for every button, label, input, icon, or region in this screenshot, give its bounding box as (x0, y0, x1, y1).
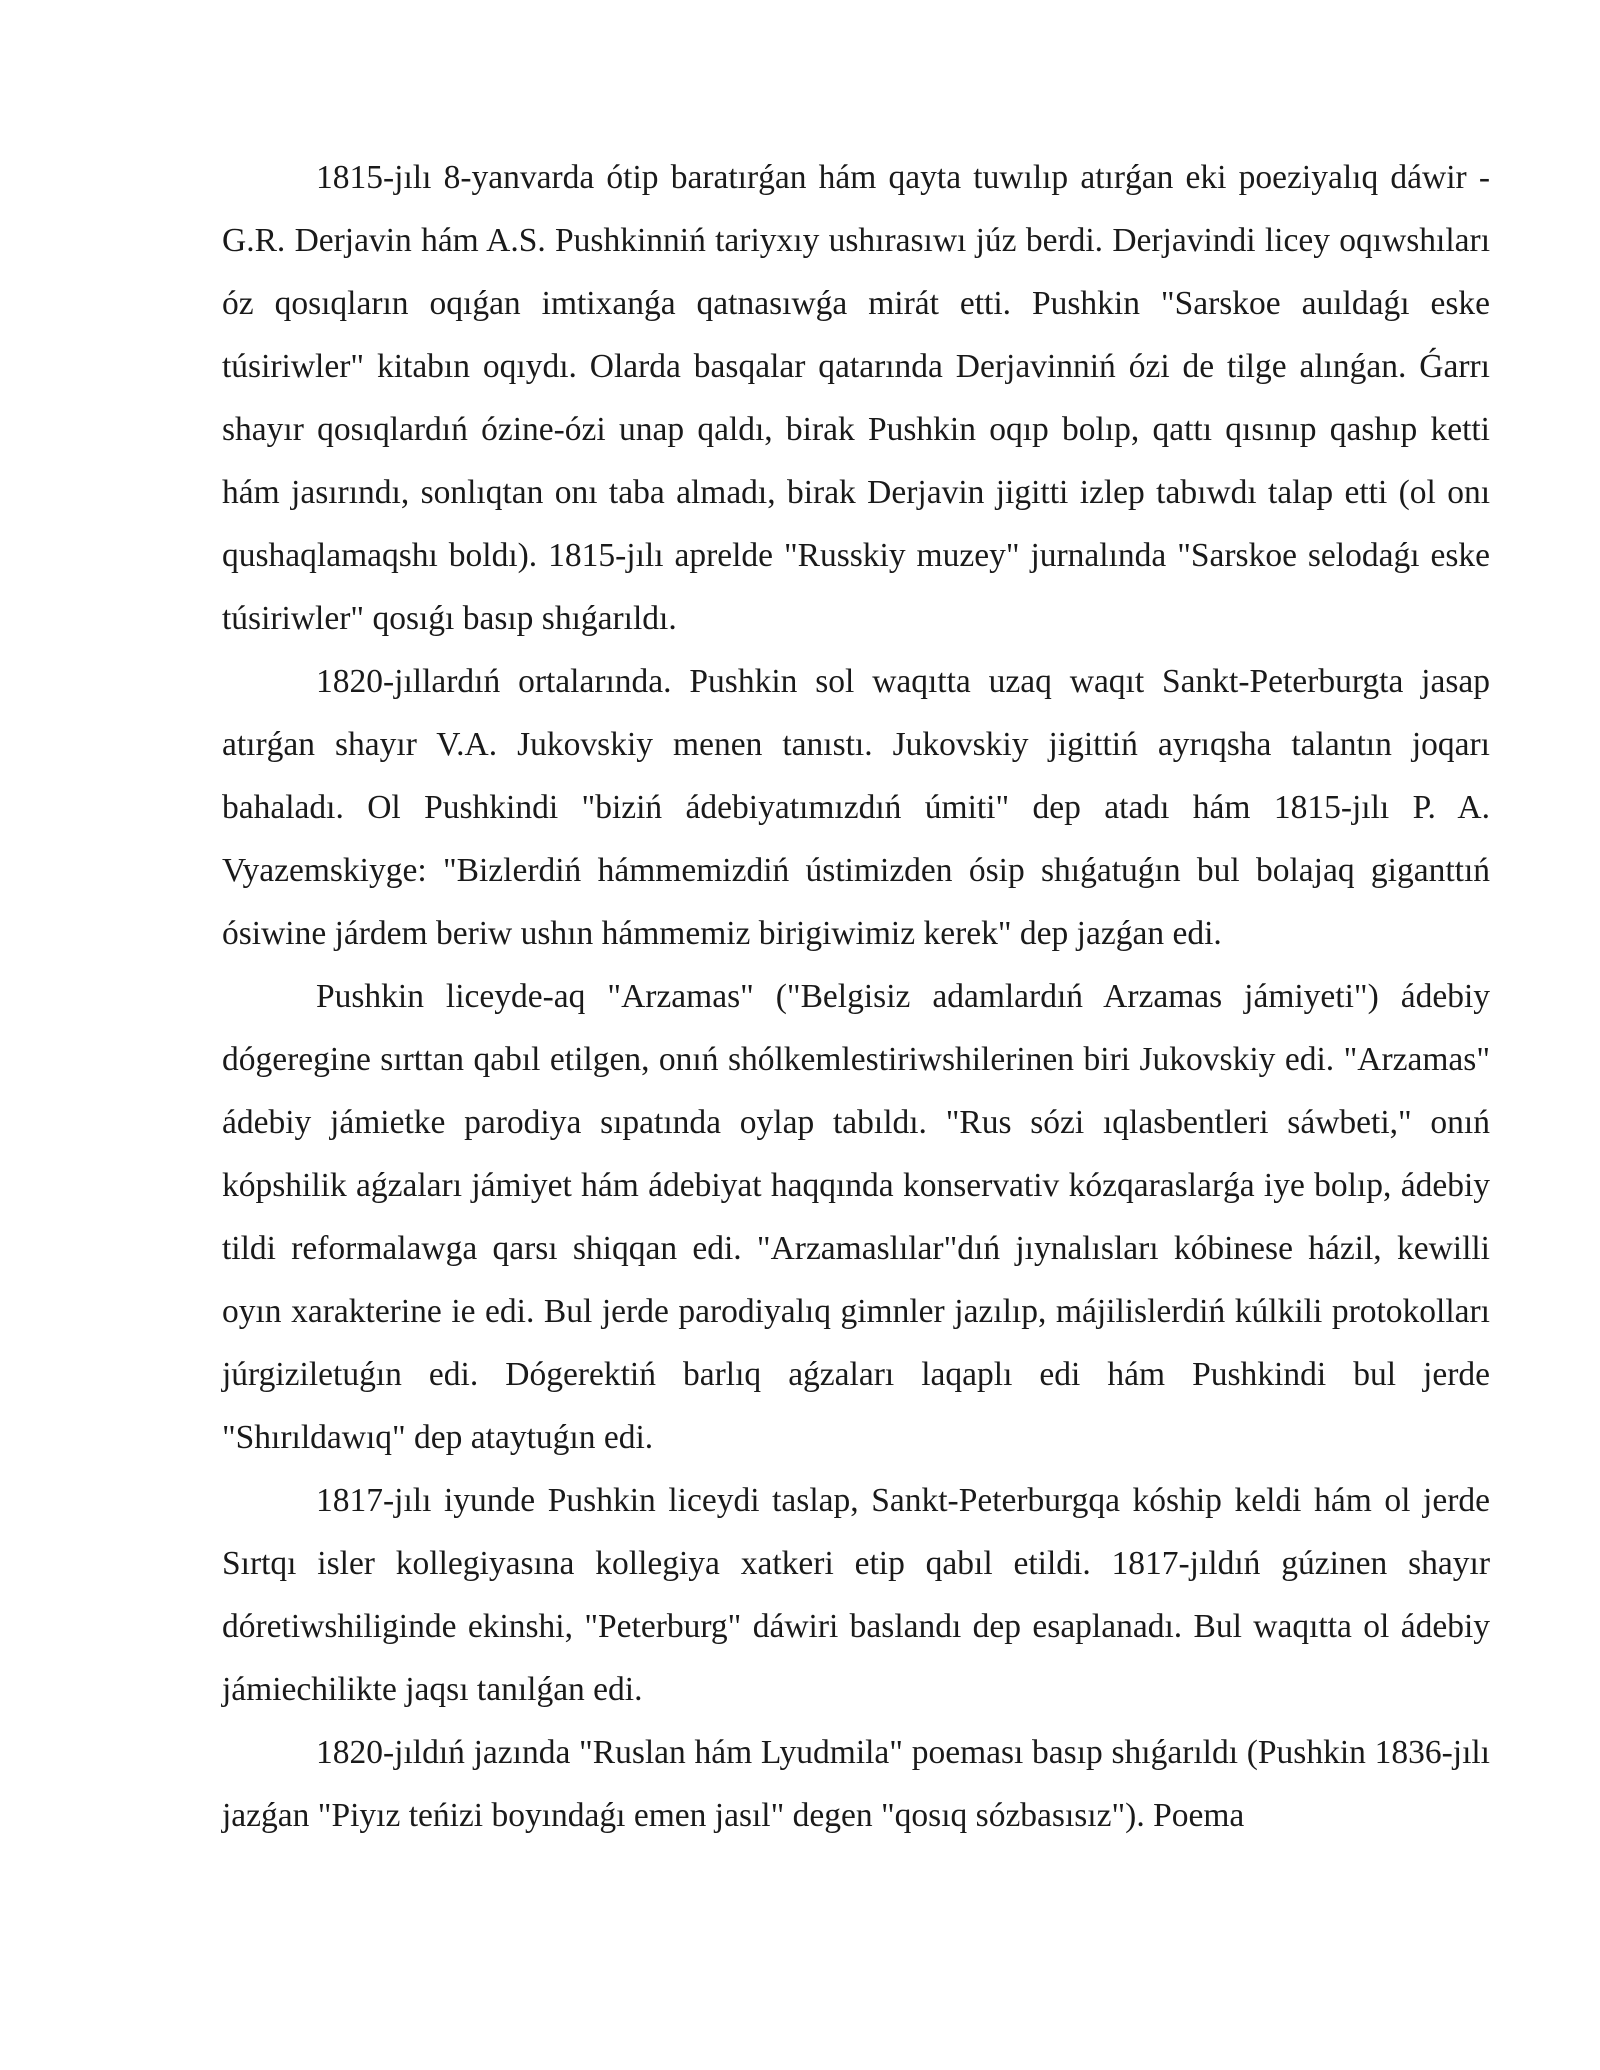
paragraph-jukovskiy: 1820-jıllardıń ortalarında. Pushkin sol waqıtta uzaq waqıt Sankt-Peterburgta jasap atırǵan shayır V.A. Jukovskiy menen tanıstı. Jukovskiy jigittiń ayrıqsha talantın joqarı bahaladı. Ol Pushkindi "biziń ádebiyatımızdıń úmiti" dep atadı hám 1815-jılı P. A. Vyazemskiyge: "Bizlerdiń hámmemizdiń ústimizden ósip shıǵatuǵın bul bolajaq giganttıń ósiwine járdem beriw ushın hámmemiz birigiwimiz kerek" dep jazǵan edi. (222, 663, 1490, 952)
paragraph-derjavin-meeting: 1815-jılı 8-yanvarda ótip baratırǵan hám qayta tuwılıp atırǵan eki poeziyalıq dáwir - G.R. Derjavin hám A.S. Pushkinniń tariyxıy ushırasıwı júz berdi. Derjavindi licey oqıwshıları óz qosıqların oqıǵan imtixanǵa qatnasıwǵa mirát etti. Pushkin "Sarskoe auıldaǵı eske túsiriwler" kitabın oqıydı. Olarda basqalar qatarında Derjavinniń ózi de tilge alınǵan. Ǵarrı shayır qosıqlardıń ózine-ózi unap qaldı, birak Pushkin oqıp bolıp, qattı qısınıp qashıp ketti hám jasırındı, sonlıqtan onı taba almadı, birak Derjavin jigitti izlep tabıwdı talap etti (ol onı qushaqlamaqshı boldı). 1815-jılı aprelde "Russkiy muzey" jurnalında "Sarskoe selodaǵı eske túsiriwler" qosıǵı basıp shıǵarıldı. (222, 159, 1490, 637)
paragraph-arzamas: Pushkin liceyde-aq "Arzamas" ("Belgisiz adamlardıń Arzamas jámiyeti") ádebiy dógeregine sırttan qabıl etilgen, onıń shólkemlestiriwshilerinen biri Jukovskiy edi. "Arzamas" ádebiy jámietke parodiya sıpatında oylap tabıldı. "Rus sózi ıqlasbentleri sáwbeti," onıń kópshilik aǵzaları jámiyet hám ádebiyat haqqında konservativ kózqaraslarǵa iye bolıp, ádebiy tildi reformalawga qarsı shiqqan edi. "Arzamaslılar"dıń jıynalısları kóbinese házil, kewilli oyın xarakterine ie edi. Bul jerde parodiyalıq gimnler jazılıp, májilislerdiń kúlkili protokolları júrgiziletuǵın edi. Dógerektiń barlıq aǵzaları laqaplı edi hám Pushkindi bul jerde "Shırıldawıq" dep ataytuǵın edi. (222, 978, 1490, 1456)
paragraph-peterburg-period: 1817-jılı iyunde Pushkin liceydi taslap, Sankt-Peterburgqa kóship keldi hám ol jerde Sırtqı isler kollegiyasına kollegiya xatkeri etip qabıl etildi. 1817-jıldıń gúzinen shayır dóretiwshiliginde ekinshi, "Peterburg" dáwiri baslandı dep esaplanadı. Bul waqıtta ol ádebiy jámiechilikte jaqsı tanılǵan edi. (222, 1482, 1490, 1708)
document-text-body (222, 146, 1490, 1847)
paragraph-ruslan-lyudmila: 1820-jıldıń jazında "Ruslan hám Lyudmila" poeması basıp shıǵarıldı (Pushkin 1836-jılı jazǵan "Piyız teńizi boyındaǵı emen jasıl" degen "qosıq sózbasısız"). Poema (222, 1734, 1490, 1834)
